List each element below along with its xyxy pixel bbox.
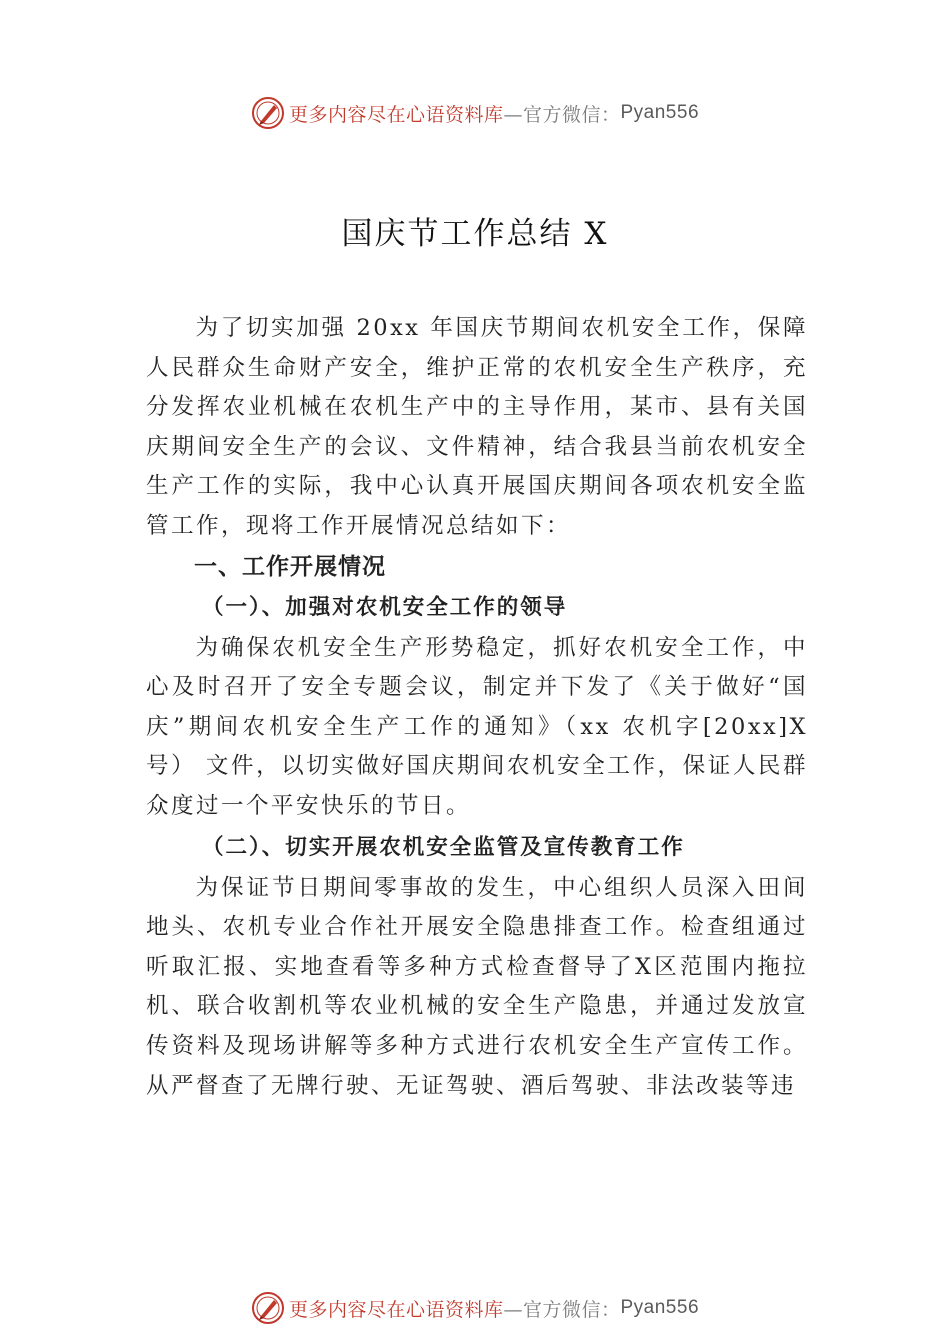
section-heading: 一、工作开展情况 bbox=[194, 553, 386, 580]
document-body bbox=[146, 309, 808, 1106]
banner-gray-text: —官方微信： bbox=[503, 1298, 621, 1321]
body-paragraph: 为确保农机安全生产形势稳定，抓好农机安全工作，中心及时召开了安全专题会议，制定并下发了《关于做好“国庆”期间农机安全生产工作的通知》（xx 农机字[20xx]X号） 文件，以切实做好国庆期间农机安全工作，保证人民群众度过一个平安快乐的节日。 bbox=[146, 634, 808, 819]
pen-logo-icon bbox=[251, 96, 285, 130]
banner-wechat-id: Pyan556 bbox=[620, 102, 700, 123]
header-banner bbox=[0, 93, 950, 133]
subsection-heading: （二）、切实开展农机安全监管及宣传教育工作 bbox=[202, 834, 685, 860]
footer-banner bbox=[0, 1288, 950, 1328]
banner-wechat-id: Pyan556 bbox=[620, 1297, 700, 1318]
subsection-heading: （一）、加强对农机安全工作的领导 bbox=[202, 594, 568, 620]
banner-red-text: 更多内容尽在心语资料库 bbox=[288, 1298, 504, 1321]
document-title: 国庆节工作总结 X bbox=[341, 216, 609, 252]
pen-logo-icon bbox=[251, 1291, 285, 1325]
intro-paragraph: 为了切实加强 20xx 年国庆节期间农机安全工作，保障人民群众生命财产安全，维护正常的农机安全生产秩序，充分发挥农业机械在农机生产中的主导作用，某市、县有关国庆期间安全生产的会议、文件精神，结合我县当前农机安全生产工作的实际，我中心认真开展国庆期间各项农机安全监管工作，现将工作开展情况总结如下： bbox=[146, 315, 808, 539]
body-paragraph: 为保证节日期间零事故的发生，中心组织人员深入田间地头、农机专业合作社开展安全隐患排查工作。检查组通过听取汇报、实地查看等多种方式检查督导了X区范围内拖拉机、联合收割机等农业机械的安全生产隐患，并通过发放宣传资料及现场讲解等多种方式进行农机安全生产宣传工作。 从严督查了无牌行驶、无证驾驶、酒后驾驶、非法改装等违 bbox=[146, 874, 808, 1099]
banner-gray-text: —官方微信： bbox=[503, 103, 621, 126]
banner-red-text: 更多内容尽在心语资料库 bbox=[288, 103, 504, 126]
